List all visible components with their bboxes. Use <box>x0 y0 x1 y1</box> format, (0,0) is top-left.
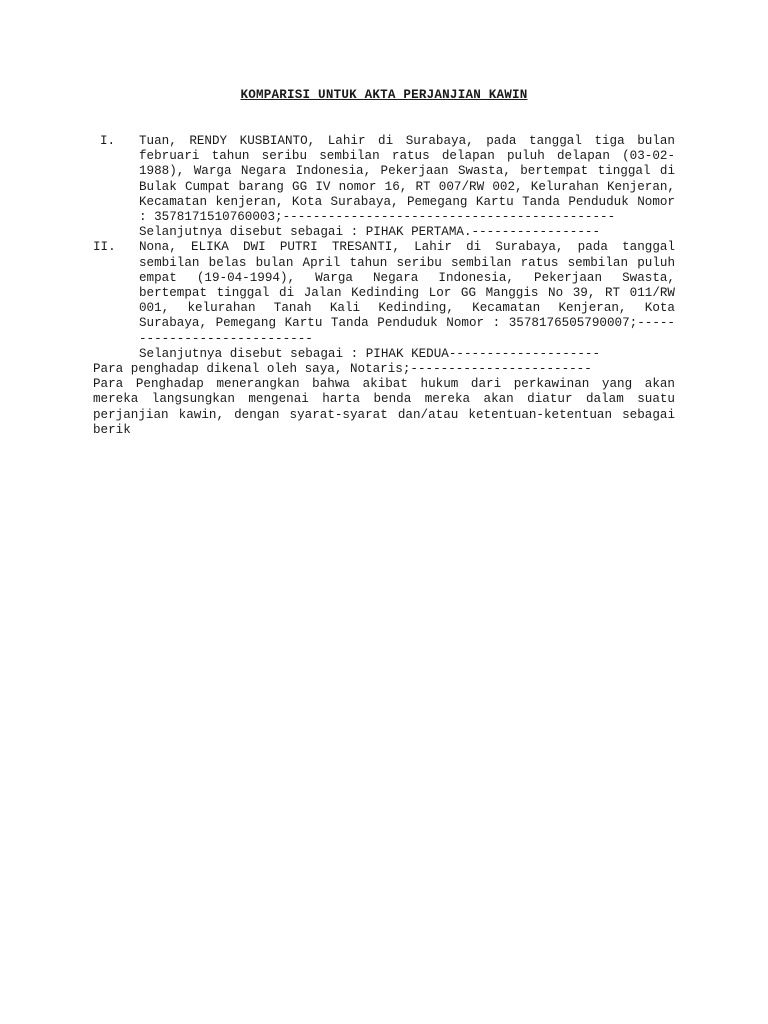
party-number: I. <box>100 134 116 148</box>
document-title: KOMPARISI UNTUK AKTA PERJANJIAN KAWIN <box>240 88 528 102</box>
party-closing: Selanjutnya disebut sebagai : PIHAK PERTAMA.----------------- <box>139 225 601 240</box>
party-description: Nona, ELIKA DWI PUTRI TRESANTI, Lahir di Surabaya, pada tanggal sembilan belas bulan April tahun seribu sembilan ratus sembilan puluh empat (19-04-1994), Warga Negara Indonesia, Pekerjaan Swasta, bertempat tinggal di Jalan Kedinding Lor GG Manggis No 39, RT 011/RW 001, kelurahan Tanah Kali Kedinding, Kecamatan Kenjeran, Kota Surabaya, Pemegang Kartu Tanda Penduduk Nomor : 3578176505790007;---------------------------- <box>139 240 675 346</box>
party-item-2 <box>93 240 675 362</box>
document-body <box>93 134 675 438</box>
agreement-paragraph: Para Penghadap menerangkan bahwa akibat hukum dari perkawinan yang akan mereka langsungkan mengenai harta benda mereka akan diatur dalam suatu perjanjian kawin, dengan syarat-syarat dan/atau ketentuan-ketentuan sebagai berik <box>93 377 675 437</box>
party-closing: Selanjutnya disebut sebagai : PIHAK KEDUA-------------------- <box>139 346 601 361</box>
party-number: II. <box>93 240 116 255</box>
party-description: Tuan, RENDY KUSBIANTO, Lahir di Surabaya, pada tanggal tiga bulan februari tahun seribu sembilan ratus delapan puluh delapan (03-02-1988), Warga Negara Indonesia, Pekerjaan Swasta, bertempat tinggal di Bulak Cumpat barang GG IV nomor 16, RT 007/RW 002, Kelurahan Kenjeran, Kecamatan kenjeran, Kota Surabaya, Pemegang Kartu Tanda Penduduk Nomor : 3578171510760003;-------------------------------------------- <box>139 134 675 225</box>
acknowledgement-paragraph: Para penghadap dikenal oleh saya, Notaris;------------------------ <box>93 362 592 377</box>
party-item-1 <box>93 134 675 240</box>
